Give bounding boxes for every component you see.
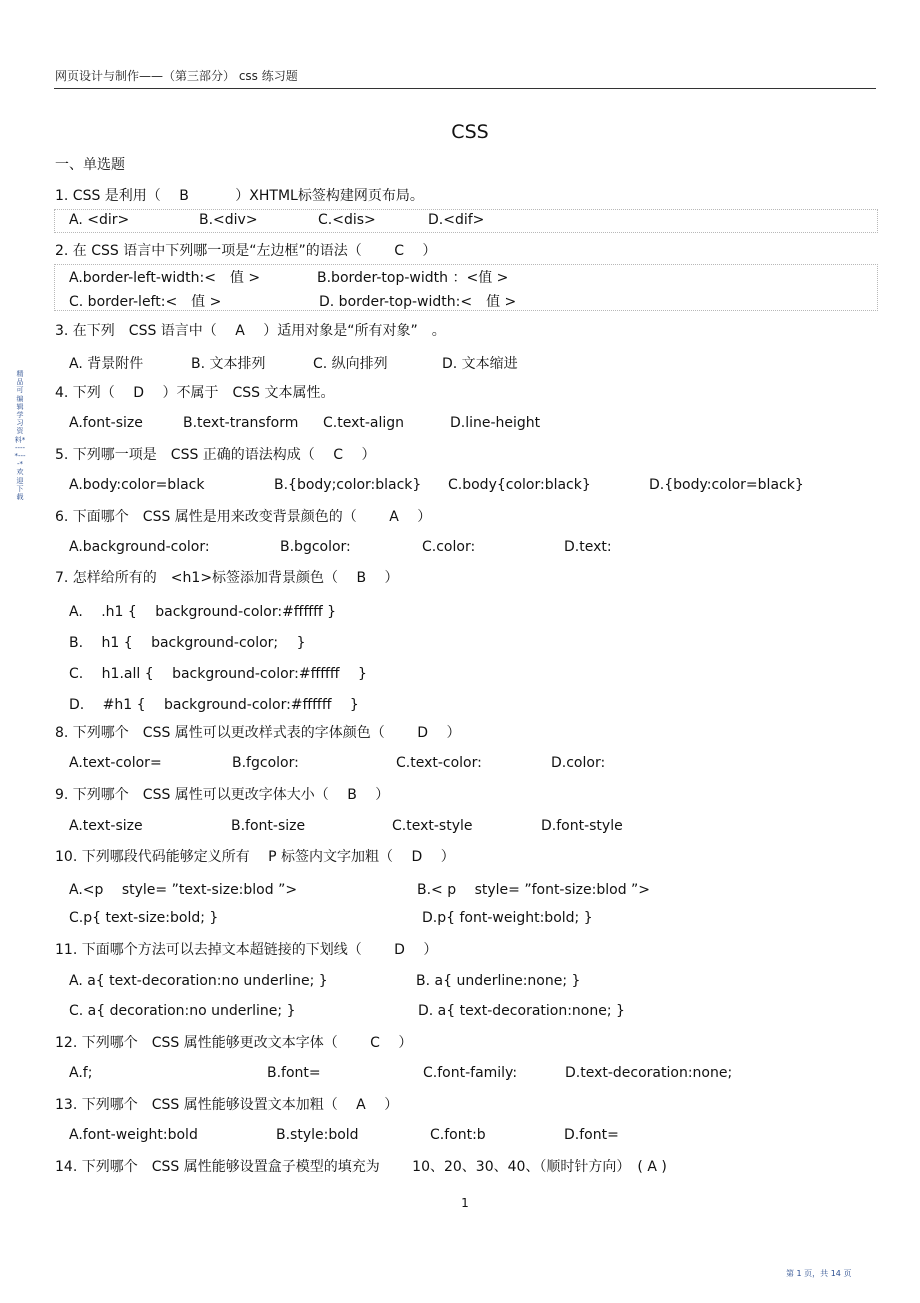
running-header: 网页设计与制作——（第三部分） css 练习题 xyxy=(55,69,298,83)
question-13: 13. 下列哪个 CSS 属性能够设置文本加粗（ A ） xyxy=(55,1097,399,1113)
q10-option-d: D.p{ font-weight:bold; } xyxy=(422,910,593,926)
q5-option-b: B.{body;color:black} xyxy=(274,477,422,493)
q5-option-c: C.body{color:black} xyxy=(448,477,591,493)
question-1: 1. CSS 是利用（ B ）XHTML标签构建网页布局。 xyxy=(55,188,424,204)
side-watermark: 精品可编辑学习资料*----*----*欢迎下载 xyxy=(14,370,26,502)
question-6: 6. 下面哪个 CSS 属性是用来改变背景颜色的（ A ） xyxy=(55,509,432,525)
q13-option-d: D.font= xyxy=(564,1127,619,1143)
q9-option-a: A.text-size xyxy=(69,818,143,834)
page-title: CSS xyxy=(451,121,489,143)
q6-option-b: B.bgcolor: xyxy=(280,539,351,555)
question-5: 5. 下列哪一项是 CSS 正确的语法构成（ C ） xyxy=(55,447,376,463)
q5-option-d: D.{body:color=black} xyxy=(649,477,804,493)
question-11: 11. 下面哪个方法可以去掉文本超链接的下划线（ D ） xyxy=(55,942,438,958)
q11-option-c: C. a{ decoration:no underline; } xyxy=(69,1003,296,1019)
question-12: 12. 下列哪个 CSS 属性能够更改文本字体（ C ） xyxy=(55,1035,413,1051)
q3-option-d: D. 文本缩进 xyxy=(442,356,518,372)
q13-option-b: B.style:bold xyxy=(276,1127,359,1143)
question-9: 9. 下列哪个 CSS 属性可以更改字体大小（ B ） xyxy=(55,787,390,803)
q4-option-a: A.font-size xyxy=(69,415,143,431)
q12-option-b: B.font= xyxy=(267,1065,321,1081)
q2-option-b: B.border-top-width ：<值 > xyxy=(317,270,509,286)
q8-option-c: C.text-color: xyxy=(396,755,482,771)
q9-option-c: C.text-style xyxy=(392,818,473,834)
q4-option-c: C.text-align xyxy=(323,415,405,431)
section-heading: 一、单选题 xyxy=(55,157,125,173)
q3-option-b: B. 文本排列 xyxy=(191,356,266,372)
q8-option-d: D.color: xyxy=(551,755,606,771)
question-3: 3. 在下列 CSS 语言中（ A ）适用对象是“所有对象” 。 xyxy=(55,323,446,339)
question-8: 8. 下列哪个 CSS 属性可以更改样式表的字体颜色（ D ） xyxy=(55,725,461,741)
q8-option-a: A.text-color= xyxy=(69,755,162,771)
q13-option-a: A.font-weight:bold xyxy=(69,1127,198,1143)
q7-option-a: A. .h1 { background-color:#ffffff } xyxy=(69,604,337,620)
q11-option-a: A. a{ text-decoration:no underline; } xyxy=(69,973,328,989)
q6-option-a: A.background-color: xyxy=(69,539,210,555)
q10-option-b: B.< p style= ”font-size:blod ”> xyxy=(417,882,651,898)
q4-option-b: B.text-transform xyxy=(183,415,299,431)
q7-option-d: D. #h1 { background-color:#ffffff } xyxy=(69,697,359,713)
question-2: 2. 在 CSS 语言中下列哪一项是“左边框”的语法（ C ） xyxy=(55,243,437,259)
page-footer: 第 1 页，共 14 页 xyxy=(786,1269,852,1278)
q1-option-a: A. <dir> xyxy=(69,212,130,228)
q11-option-b: B. a{ underline:none; } xyxy=(416,973,581,989)
q10-option-a: A.<p style= ”text-size:blod ”> xyxy=(69,882,298,898)
q10-option-c: C.p{ text-size:bold; } xyxy=(69,910,219,926)
question-14: 14. 下列哪个 CSS 属性能够设置盒子模型的填充为 10、20、30、40、（顺时针方向） ( A ) xyxy=(55,1159,667,1175)
q7-option-c: C. h1.all { background-color:#ffffff } xyxy=(69,666,367,682)
q6-option-d: D.text: xyxy=(564,539,612,555)
q12-option-c: C.font-family: xyxy=(423,1065,518,1081)
header-divider xyxy=(54,88,876,89)
q1-option-b: B.<div> xyxy=(199,212,258,228)
page-number: 1 xyxy=(461,1196,469,1210)
q9-option-d: D.font-style xyxy=(541,818,623,834)
q11-option-d: D. a{ text-decoration:none; } xyxy=(418,1003,625,1019)
question-10: 10. 下列哪段代码能够定义所有 P 标签内文字加粗（ D ） xyxy=(55,849,455,865)
q13-option-c: C.font:b xyxy=(430,1127,486,1143)
q3-option-c: C. 纵向排列 xyxy=(313,356,388,372)
q12-option-d: D.text-decoration:none; xyxy=(565,1065,733,1081)
question-7: 7. 怎样给所有的 <h1>标签添加背景颜色（ B ） xyxy=(55,570,399,586)
q1-option-d: D.<dif> xyxy=(428,212,485,228)
q9-option-b: B.font-size xyxy=(231,818,306,834)
q7-option-b: B. h1 { background-color; } xyxy=(69,635,306,651)
q5-option-a: A.body:color=black xyxy=(69,477,205,493)
q6-option-c: C.color: xyxy=(422,539,476,555)
question-4: 4. 下列（ D ）不属于 CSS 文本属性。 xyxy=(55,385,335,401)
q12-option-a: A.f; xyxy=(69,1065,93,1081)
q4-option-d: D.line-height xyxy=(450,415,541,431)
q2-option-c: C. border-left:< 值 > xyxy=(69,294,222,310)
q2-option-a: A.border-left-width:< 值 > xyxy=(69,270,261,286)
q1-option-c: C.<dis> xyxy=(318,212,376,228)
q8-option-b: B.fgcolor: xyxy=(232,755,299,771)
q3-option-a: A. 背景附件 xyxy=(69,356,144,372)
q2-option-d: D. border-top-width:< 值 > xyxy=(319,294,517,310)
